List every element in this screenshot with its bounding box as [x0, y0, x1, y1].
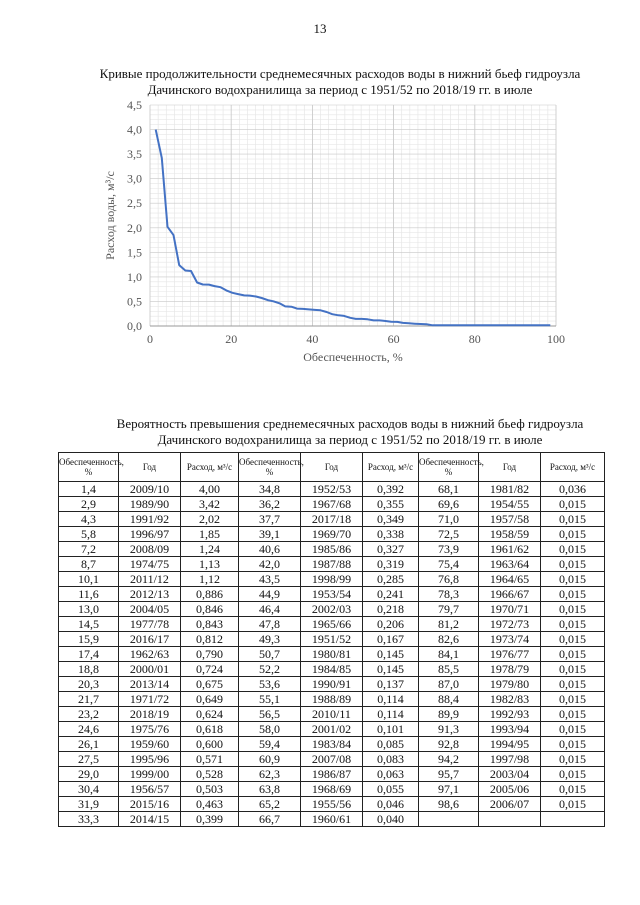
probability-cell: 31,9 — [59, 797, 119, 812]
probability-cell: 55,1 — [239, 692, 301, 707]
discharge-cell: 0,145 — [363, 647, 419, 662]
probability-cell: 30,4 — [59, 782, 119, 797]
discharge-cell: 0,015 — [541, 542, 605, 557]
header-probability: Обеспеченность, % — [419, 453, 479, 482]
discharge-cell: 0,046 — [363, 797, 419, 812]
year-cell: 1975/76 — [119, 722, 181, 737]
probability-cell: 37,7 — [239, 512, 301, 527]
discharge-cell: 0,528 — [181, 767, 239, 782]
year-cell: 1972/73 — [479, 617, 541, 632]
y-tick-label: 3,5 — [127, 147, 142, 162]
probability-cell: 82,6 — [419, 632, 479, 647]
year-cell: 2011/12 — [119, 572, 181, 587]
discharge-cell: 0,145 — [363, 662, 419, 677]
year-cell: 1956/57 — [119, 782, 181, 797]
discharge-cell: 0,063 — [363, 767, 419, 782]
year-cell: 2005/06 — [479, 782, 541, 797]
year-cell: 2004/05 — [119, 602, 181, 617]
discharge-cell: 0,114 — [363, 692, 419, 707]
table-row — [59, 572, 605, 587]
x-tick-label: 80 — [468, 332, 481, 346]
probability-cell: 42,0 — [239, 557, 301, 572]
probability-cell: 17,4 — [59, 647, 119, 662]
probability-cell: 69,6 — [419, 497, 479, 512]
probability-cell: 95,7 — [419, 767, 479, 782]
discharge-cell: 0,327 — [363, 542, 419, 557]
year-cell: 1993/94 — [479, 722, 541, 737]
year-cell: 1999/00 — [119, 767, 181, 782]
year-cell: 2008/09 — [119, 542, 181, 557]
probability-cell: 43,5 — [239, 572, 301, 587]
discharge-cell: 0,137 — [363, 677, 419, 692]
probability-cell: 92,8 — [419, 737, 479, 752]
year-cell: 1965/66 — [301, 617, 363, 632]
year-cell: 1962/63 — [119, 647, 181, 662]
probability-cell: 94,2 — [419, 752, 479, 767]
year-cell: 1951/52 — [301, 632, 363, 647]
discharge-cell: 0,649 — [181, 692, 239, 707]
header-probability: Обеспеченность, % — [59, 453, 119, 482]
discharge-cell: 0,015 — [541, 677, 605, 692]
year-cell: 2007/08 — [301, 752, 363, 767]
year-cell: 1990/91 — [301, 677, 363, 692]
year-cell: 1997/98 — [479, 752, 541, 767]
year-cell: 1966/67 — [479, 587, 541, 602]
discharge-cell: 3,42 — [181, 497, 239, 512]
discharge-cell: 1,24 — [181, 542, 239, 557]
year-cell: 1952/53 — [301, 482, 363, 497]
y-tick-label: 4,0 — [127, 122, 142, 137]
discharge-cell: 0,015 — [541, 737, 605, 752]
probability-cell: 26,1 — [59, 737, 119, 752]
header-probability: Обеспеченность, % — [239, 453, 301, 482]
table-row — [59, 707, 605, 722]
year-cell: 1971/72 — [119, 692, 181, 707]
probability-cell: 75,4 — [419, 557, 479, 572]
x-tick-label: 100 — [547, 332, 565, 346]
probability-cell: 7,2 — [59, 542, 119, 557]
discharge-cell: 0,015 — [541, 587, 605, 602]
y-tick-label: 0,0 — [127, 319, 142, 333]
table-row — [59, 767, 605, 782]
probability-cell: 4,3 — [59, 512, 119, 527]
table-row — [59, 677, 605, 692]
year-cell: 2010/11 — [301, 707, 363, 722]
year-cell: 2001/02 — [301, 722, 363, 737]
probability-cell: 21,7 — [59, 692, 119, 707]
discharge-cell: 0,015 — [541, 797, 605, 812]
probability-cell: 8,7 — [59, 557, 119, 572]
probability-cell: 53,6 — [239, 677, 301, 692]
year-cell: 1961/62 — [479, 542, 541, 557]
probability-cell: 81,2 — [419, 617, 479, 632]
discharge-cell: 0,463 — [181, 797, 239, 812]
discharge-cell: 0,015 — [541, 557, 605, 572]
header-discharge: Расход, м³/с — [363, 453, 419, 482]
probability-cell: 84,1 — [419, 647, 479, 662]
year-cell: 1969/70 — [301, 527, 363, 542]
year-cell: 1954/55 — [479, 497, 541, 512]
table-row — [59, 647, 605, 662]
discharge-cell: 0,399 — [181, 812, 239, 827]
discharge-cell: 0,206 — [363, 617, 419, 632]
probability-cell: 46,4 — [239, 602, 301, 617]
discharge-cell: 2,02 — [181, 512, 239, 527]
probability-cell: 20,3 — [59, 677, 119, 692]
discharge-cell: 0,015 — [541, 647, 605, 662]
year-cell: 1986/87 — [301, 767, 363, 782]
discharge-cell: 0,101 — [363, 722, 419, 737]
x-tick-label: 40 — [306, 332, 319, 346]
year-cell: 1994/95 — [479, 737, 541, 752]
discharge-cell: 0,015 — [541, 782, 605, 797]
table-row — [59, 782, 605, 797]
discharge-cell: 0,790 — [181, 647, 239, 662]
table-row — [59, 497, 605, 512]
discharge-cell: 0,624 — [181, 707, 239, 722]
discharge-cell: 0,015 — [541, 752, 605, 767]
discharge-cell: 0,015 — [541, 497, 605, 512]
discharge-cell: 0,040 — [363, 812, 419, 827]
year-cell: 1960/61 — [301, 812, 363, 827]
header-year: Год — [301, 453, 363, 482]
year-cell: 2006/07 — [479, 797, 541, 812]
discharge-cell: 0,846 — [181, 602, 239, 617]
year-cell: 1988/89 — [301, 692, 363, 707]
probability-cell: 62,3 — [239, 767, 301, 782]
probability-cell: 79,7 — [419, 602, 479, 617]
probability-cell: 49,3 — [239, 632, 301, 647]
probability-cell: 10,1 — [59, 572, 119, 587]
table-row — [59, 662, 605, 677]
probability-cell: 98,6 — [419, 797, 479, 812]
probability-cell: 15,9 — [59, 632, 119, 647]
y-tick-label: 3,0 — [127, 171, 142, 186]
year-cell: 2018/19 — [119, 707, 181, 722]
table-row — [59, 587, 605, 602]
probability-cell: 56,5 — [239, 707, 301, 722]
probability-cell: 76,8 — [419, 572, 479, 587]
table-body — [59, 482, 605, 827]
year-cell: 2002/03 — [301, 602, 363, 617]
page-number: 13 — [313, 21, 327, 36]
year-cell: 1998/99 — [301, 572, 363, 587]
discharge-cell: 0,015 — [541, 767, 605, 782]
probability-cell: 66,7 — [239, 812, 301, 827]
year-cell: 1959/60 — [119, 737, 181, 752]
chart-title — [60, 66, 620, 98]
year-cell: 1958/59 — [479, 527, 541, 542]
header-year: Год — [119, 453, 181, 482]
table-row — [59, 812, 605, 827]
discharge-cell: 0,886 — [181, 587, 239, 602]
discharge-cell: 0,600 — [181, 737, 239, 752]
year-cell: 1981/82 — [479, 482, 541, 497]
year-cell: 1974/75 — [119, 557, 181, 572]
discharge-cell: 0,285 — [363, 572, 419, 587]
table-row — [59, 482, 605, 497]
y-tick-label: 1,5 — [127, 245, 142, 260]
table-row — [59, 512, 605, 527]
table-row — [59, 737, 605, 752]
probability-cell: 50,7 — [239, 647, 301, 662]
probability-cell: 34,8 — [239, 482, 301, 497]
table-row — [59, 527, 605, 542]
probability-cell: 60,9 — [239, 752, 301, 767]
discharge-cell: 0,114 — [363, 707, 419, 722]
discharge-cell: 0,015 — [541, 617, 605, 632]
year-cell: 2015/16 — [119, 797, 181, 812]
header-discharge: Расход, м³/с — [181, 453, 239, 482]
probability-cell: 73,9 — [419, 542, 479, 557]
year-cell: 1973/74 — [479, 632, 541, 647]
discharge-cell: 0,015 — [541, 707, 605, 722]
year-cell: 1953/54 — [301, 587, 363, 602]
discharge-cell: 0,167 — [363, 632, 419, 647]
probability-cell: 89,9 — [419, 707, 479, 722]
discharge-cell: 1,13 — [181, 557, 239, 572]
y-tick-label: 0,5 — [127, 294, 142, 309]
discharge-cell: 1,12 — [181, 572, 239, 587]
x-tick-label: 20 — [225, 332, 238, 346]
probability-cell: 29,0 — [59, 767, 119, 782]
discharge-cell — [541, 812, 605, 827]
probability-cell: 13,0 — [59, 602, 119, 617]
probability-cell: 44,9 — [239, 587, 301, 602]
table-row — [59, 557, 605, 572]
probability-cell: 65,2 — [239, 797, 301, 812]
chart-title-line-2: Дачинского водохранилища за период с 1951/52 по 2018/19 гг. в июле — [147, 82, 533, 97]
probability-cell: 14,5 — [59, 617, 119, 632]
discharge-cell: 0,571 — [181, 752, 239, 767]
y-tick-label: 2,0 — [127, 220, 142, 235]
discharge-cell: 0,015 — [541, 602, 605, 617]
discharge-cell: 0,618 — [181, 722, 239, 737]
year-cell: 2017/18 — [301, 512, 363, 527]
discharge-cell: 0,241 — [363, 587, 419, 602]
discharge-cell: 0,083 — [363, 752, 419, 767]
year-cell: 1991/92 — [119, 512, 181, 527]
year-cell: 1970/71 — [479, 602, 541, 617]
year-cell: 1989/90 — [119, 497, 181, 512]
year-cell: 2000/01 — [119, 662, 181, 677]
header-discharge: Расход, м³/с — [541, 453, 605, 482]
probability-cell: 1,4 — [59, 482, 119, 497]
probability-table — [58, 452, 605, 827]
discharge-cell: 0,015 — [541, 722, 605, 737]
table-title-line-2: Дачинского водохранилища за период с 1951/52 по 2018/19 гг. в июле — [157, 432, 543, 447]
table-row — [59, 602, 605, 617]
discharge-cell: 1,85 — [181, 527, 239, 542]
year-cell: 1957/58 — [479, 512, 541, 527]
year-cell: 1983/84 — [301, 737, 363, 752]
year-cell: 1964/65 — [479, 572, 541, 587]
discharge-cell: 0,015 — [541, 572, 605, 587]
discharge-cell: 4,00 — [181, 482, 239, 497]
year-cell: 1968/69 — [301, 782, 363, 797]
year-cell: 1963/64 — [479, 557, 541, 572]
probability-cell: 88,4 — [419, 692, 479, 707]
probability-cell: 24,6 — [59, 722, 119, 737]
probability-cell: 40,6 — [239, 542, 301, 557]
probability-cell: 39,1 — [239, 527, 301, 542]
year-cell: 1976/77 — [479, 647, 541, 662]
year-cell: 1977/78 — [119, 617, 181, 632]
discharge-cell: 0,338 — [363, 527, 419, 542]
year-cell: 1982/83 — [479, 692, 541, 707]
discharge-cell: 0,812 — [181, 632, 239, 647]
probability-cell: 52,2 — [239, 662, 301, 677]
discharge-cell: 0,843 — [181, 617, 239, 632]
year-cell: 2016/17 — [119, 632, 181, 647]
x-tick-label: 0 — [147, 332, 153, 346]
probability-cell: 11,6 — [59, 587, 119, 602]
y-tick-label: 2,5 — [127, 196, 142, 211]
probability-cell: 18,8 — [59, 662, 119, 677]
discharge-cell: 0,355 — [363, 497, 419, 512]
discharge-cell: 0,036 — [541, 482, 605, 497]
probability-cell: 85,5 — [419, 662, 479, 677]
discharge-cell: 0,319 — [363, 557, 419, 572]
discharge-cell: 0,675 — [181, 677, 239, 692]
x-tick-label: 60 — [387, 332, 400, 346]
table-title-line-1: Вероятность превышения среднемесячных расходов воды в нижний бьеф гидроузла — [116, 416, 584, 431]
discharge-cell: 0,015 — [541, 662, 605, 677]
header-year: Год — [479, 453, 541, 482]
year-cell: 1995/96 — [119, 752, 181, 767]
probability-cell: 2,9 — [59, 497, 119, 512]
probability-cell: 68,1 — [419, 482, 479, 497]
table-header-row — [59, 453, 605, 482]
year-cell: 2013/14 — [119, 677, 181, 692]
discharge-cell: 0,055 — [363, 782, 419, 797]
discharge-cell: 0,015 — [541, 527, 605, 542]
x-axis-label: Обеспеченность, % — [303, 350, 403, 364]
probability-cell: 87,0 — [419, 677, 479, 692]
table-title — [70, 416, 630, 448]
discharge-cell: 0,349 — [363, 512, 419, 527]
discharge-cell: 0,392 — [363, 482, 419, 497]
table-row — [59, 752, 605, 767]
year-cell: 1967/68 — [301, 497, 363, 512]
discharge-cell: 0,015 — [541, 512, 605, 527]
table-row — [59, 542, 605, 557]
probability-cell: 33,3 — [59, 812, 119, 827]
probability-cell: 71,0 — [419, 512, 479, 527]
year-cell: 2012/13 — [119, 587, 181, 602]
probability-cell: 59,4 — [239, 737, 301, 752]
probability-cell: 91,3 — [419, 722, 479, 737]
year-cell: 1980/81 — [301, 647, 363, 662]
probability-cell: 27,5 — [59, 752, 119, 767]
probability-cell: 5,8 — [59, 527, 119, 542]
discharge-cell: 0,724 — [181, 662, 239, 677]
duration-curve-chart — [90, 100, 580, 375]
chart-title-line-1: Кривые продолжительности среднемесячных расходов воды в нижний бьеф гидроузла — [99, 66, 581, 81]
probability-cell: 47,8 — [239, 617, 301, 632]
table-row — [59, 632, 605, 647]
table-row — [59, 722, 605, 737]
discharge-cell: 0,015 — [541, 632, 605, 647]
year-cell: 2014/15 — [119, 812, 181, 827]
probability-cell: 23,2 — [59, 707, 119, 722]
probability-cell — [419, 812, 479, 827]
discharge-cell: 0,015 — [541, 692, 605, 707]
y-tick-label: 1,0 — [127, 269, 142, 284]
discharge-cell: 0,503 — [181, 782, 239, 797]
year-cell: 1992/93 — [479, 707, 541, 722]
year-cell: 2003/04 — [479, 767, 541, 782]
year-cell: 2009/10 — [119, 482, 181, 497]
year-cell: 1987/88 — [301, 557, 363, 572]
discharge-cell: 0,085 — [363, 737, 419, 752]
year-cell: 1955/56 — [301, 797, 363, 812]
probability-cell: 78,3 — [419, 587, 479, 602]
probability-cell: 72,5 — [419, 527, 479, 542]
y-axis-label: Расход воды, м³/с — [103, 171, 117, 260]
year-cell: 1984/85 — [301, 662, 363, 677]
year-cell: 1996/97 — [119, 527, 181, 542]
discharge-cell: 0,218 — [363, 602, 419, 617]
table-row — [59, 797, 605, 812]
table-row — [59, 617, 605, 632]
year-cell: 1978/79 — [479, 662, 541, 677]
y-tick-label: 4,5 — [127, 100, 142, 112]
probability-cell: 58,0 — [239, 722, 301, 737]
year-cell — [479, 812, 541, 827]
probability-cell: 97,1 — [419, 782, 479, 797]
probability-cell: 63,8 — [239, 782, 301, 797]
year-cell: 1985/86 — [301, 542, 363, 557]
year-cell: 1979/80 — [479, 677, 541, 692]
table-row — [59, 692, 605, 707]
probability-cell: 36,2 — [239, 497, 301, 512]
